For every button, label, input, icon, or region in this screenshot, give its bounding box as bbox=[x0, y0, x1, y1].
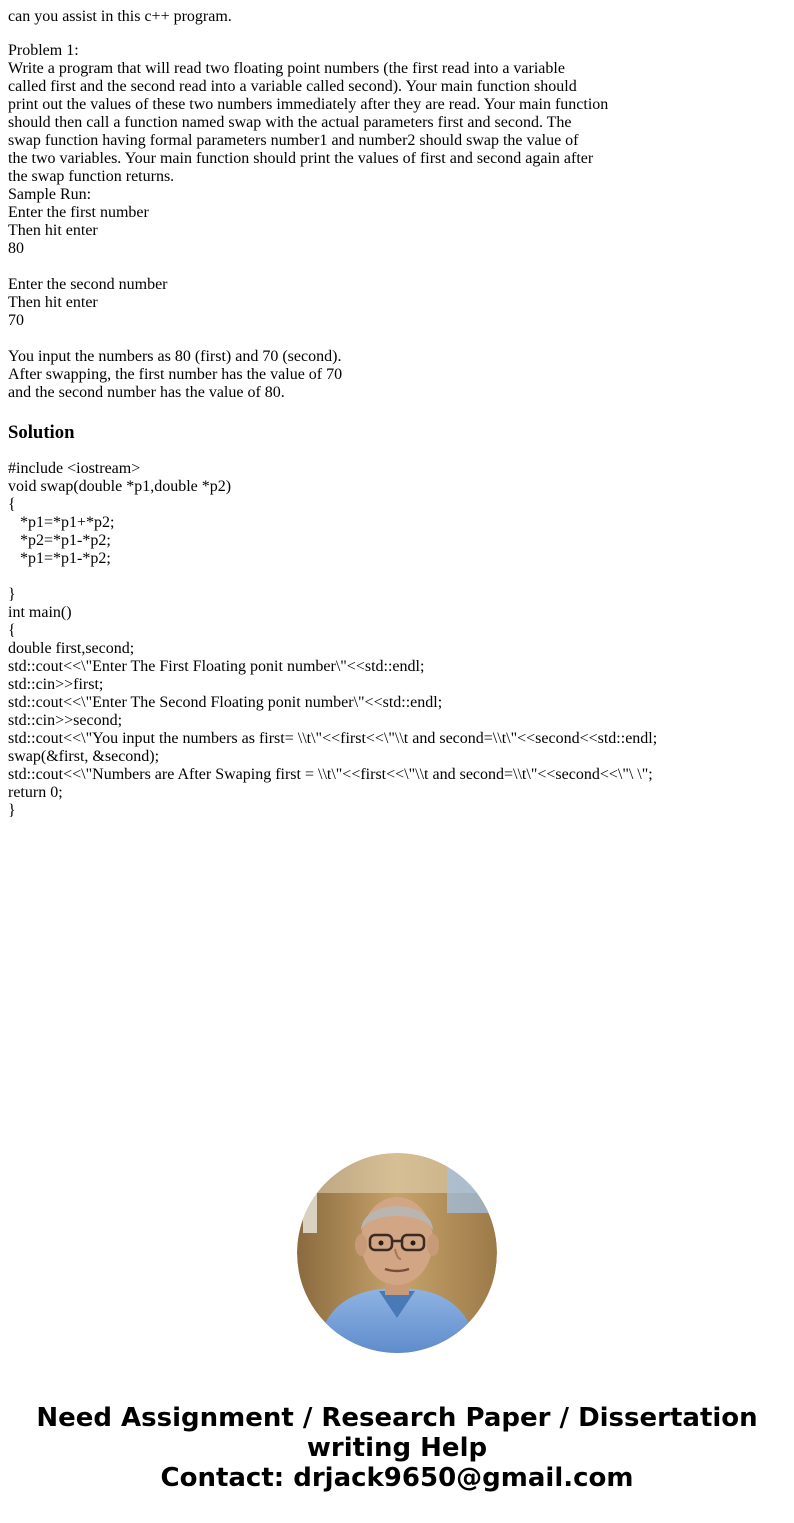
code-line: std::cout<<\"Enter The First Floating ponit number\"<<std::endl; bbox=[8, 658, 425, 675]
code-line: swap(&first, &second); bbox=[8, 748, 160, 765]
code-line: void swap(double *p1,double *p2) bbox=[8, 478, 232, 495]
code-line: { bbox=[8, 496, 16, 513]
code-line: } bbox=[8, 802, 16, 819]
question-title: can you assist in this c++ program. bbox=[8, 8, 232, 25]
code-line: int main() bbox=[8, 604, 72, 621]
question-line: Write a program that will read two floating point numbers (the first read into a variable bbox=[8, 60, 565, 77]
code-line: std::cin>>second; bbox=[8, 712, 123, 729]
promo-banner bbox=[0, 1403, 794, 1493]
question-body bbox=[8, 42, 788, 402]
question-line: Enter the second number bbox=[8, 276, 168, 293]
code-line: *p1=*p1-*p2; bbox=[8, 550, 111, 567]
question-line: Then hit enter bbox=[8, 294, 98, 311]
question-line: Then hit enter bbox=[8, 222, 98, 239]
promo-contact: Contact: drjack9650@gmail.com bbox=[160, 1463, 634, 1493]
code-line: return 0; bbox=[8, 784, 63, 801]
solution-heading: Solution bbox=[8, 422, 75, 443]
question-line: called first and the second read into a variable called second). Your main function should bbox=[8, 78, 577, 95]
question-line: should then call a function named swap with the actual parameters first and second. The bbox=[8, 114, 572, 131]
solution-code bbox=[8, 460, 788, 820]
page-content bbox=[8, 8, 788, 820]
question-line: 70 bbox=[8, 312, 24, 329]
question-line: the two variables. Your main function should print the values of first and second again after bbox=[8, 150, 594, 167]
code-line: { bbox=[8, 622, 16, 639]
code-line: *p1=*p1+*p2; bbox=[8, 514, 115, 531]
code-line: double first,second; bbox=[8, 640, 135, 657]
promo-line-2: writing Help bbox=[306, 1433, 488, 1463]
code-line: } bbox=[8, 586, 16, 603]
question-line bbox=[8, 258, 788, 276]
question-line: 80 bbox=[8, 240, 24, 257]
portrait-image bbox=[297, 1153, 497, 1353]
question-line: Problem 1: bbox=[8, 42, 79, 59]
question-line: You input the numbers as 80 (first) and 70 (second). bbox=[8, 348, 342, 365]
question-line: Sample Run: bbox=[8, 186, 92, 203]
code-line: *p2=*p1-*p2; bbox=[8, 532, 111, 549]
code-line: #include <iostream> bbox=[8, 460, 141, 477]
question-line: After swapping, the first number has the value of 70 bbox=[8, 366, 343, 383]
code-line: std::cout<<\"Numbers are After Swaping first = \\t\"<<first<<\"\\t and second=\\t\"<<second<<\"\ \"; bbox=[8, 766, 653, 783]
code-line bbox=[8, 568, 788, 586]
question-line: swap function having formal parameters number1 and number2 should swap the value of bbox=[8, 132, 579, 149]
promo-line-1: Need Assignment / Research Paper / Dissertation bbox=[36, 1403, 758, 1433]
code-line: std::cin>>first; bbox=[8, 676, 104, 693]
code-line: std::cout<<\"You input the numbers as first= \\t\"<<first<<\"\\t and second=\\t\"<<second<<std::endl; bbox=[8, 730, 658, 747]
question-line: Enter the first number bbox=[8, 204, 149, 221]
avatar bbox=[297, 1153, 497, 1353]
question-line bbox=[8, 330, 788, 348]
code-line: std::cout<<\"Enter The Second Floating ponit number\"<<std::endl; bbox=[8, 694, 443, 711]
question-line: and the second number has the value of 80. bbox=[8, 384, 285, 401]
question-line: the swap function returns. bbox=[8, 168, 175, 185]
question-line: print out the values of these two numbers immediately after they are read. Your main function bbox=[8, 96, 609, 113]
